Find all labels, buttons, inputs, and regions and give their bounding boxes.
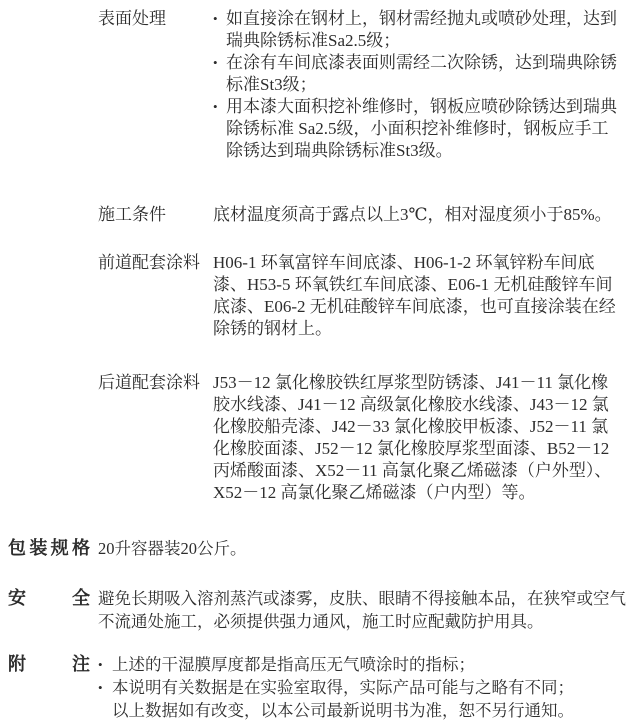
section-content [98, 653, 626, 722]
bullet-item [98, 676, 626, 699]
section-text: H06-1 环氧富锌车间底漆、H06-1-2 环氧锌粉车间底漆、H53-5 环氧铁红车间底漆、E06-1 无机硅酸锌车间底漆、E06-2 无机硅酸锌车间底漆，也可直接涂装在经除锈的钢材上。 [213, 253, 616, 338]
section-notes [8, 653, 634, 722]
bullet-text: 在涂有车间底漆表面则需经二次除锈，达到瑞典除锈标准St3级； [226, 53, 617, 94]
section-label: 后道配套涂料 [98, 373, 200, 392]
section-text: 底材温度须高于露点以上3℃，相对湿度须小于85%。 [213, 205, 612, 224]
section-content [213, 8, 622, 162]
bullet-icon: • [213, 55, 218, 70]
section-surface-treatment [98, 8, 634, 162]
section-label: 表面处理 [98, 9, 166, 28]
bullet-text: 用本漆大面积挖补维修时，钢板应喷砂除锈达到瑞典除锈标准 Sa2.5级，小面积挖补维修时，钢板应手工除锈达到瑞典除锈标准St3级。 [226, 97, 617, 160]
bullet-icon: • [98, 680, 103, 695]
note-continuation-line: 以上数据如有改变，以本公司最新说明书为准，恕不另行通知。 [112, 701, 574, 720]
section-text: 避免长期吸入溶剂蒸汽或漆雾，皮肤、眼睛不得接触本品，在狭窄或空气不流通处施工，必须提供强力通风，施工时应配戴防护用具。 [98, 589, 626, 631]
bullet-icon: • [213, 11, 218, 26]
section-text: J53－12 氯化橡胶铁红厚浆型防锈漆、J41－11 氯化橡胶水线漆、J41－12 高级氯化橡胶水线漆、J43－12 氯化橡胶船壳漆、J42－33 氯化橡胶甲板漆、J52－11 氯化橡胶面漆、J52－12 氯化橡胶厚浆型面漆、B52－12 丙烯酸面漆、X52－11 高氯化聚乙烯磁漆（户外型）、X52－12 高氯化聚乙烯磁漆（户内型）等。 [213, 373, 612, 502]
section-label: 安全 [8, 588, 90, 608]
section-label: 施工条件 [98, 205, 166, 224]
bullet-item [213, 96, 622, 162]
bullet-item [213, 8, 622, 52]
section-packaging [8, 537, 634, 560]
section-subsequent-coats [98, 372, 634, 504]
section-label: 附注 [8, 654, 90, 674]
bullet-text: 如直接涂在钢材上，钢材需经抛丸或喷砂处理，达到瑞典除锈标准Sa2.5级； [226, 9, 617, 50]
bullet-item [98, 653, 626, 676]
bullet-text: 上述的干湿膜厚度都是指高压无气喷涂时的指标； [112, 655, 475, 674]
section-safety [8, 587, 634, 633]
section-application-conditions [98, 204, 634, 226]
bullet-icon: • [213, 99, 218, 114]
section-previous-coats [98, 252, 634, 340]
section-label: 包装规格 [8, 538, 90, 558]
section-text: 20升容器装20公斤。 [98, 539, 247, 558]
bullet-icon: • [98, 657, 103, 672]
bullet-text: 本说明有关数据是在实验室取得，实际产品可能与之略有不同； [112, 678, 574, 697]
bullet-item [213, 52, 622, 96]
section-label: 前道配套涂料 [98, 253, 200, 272]
